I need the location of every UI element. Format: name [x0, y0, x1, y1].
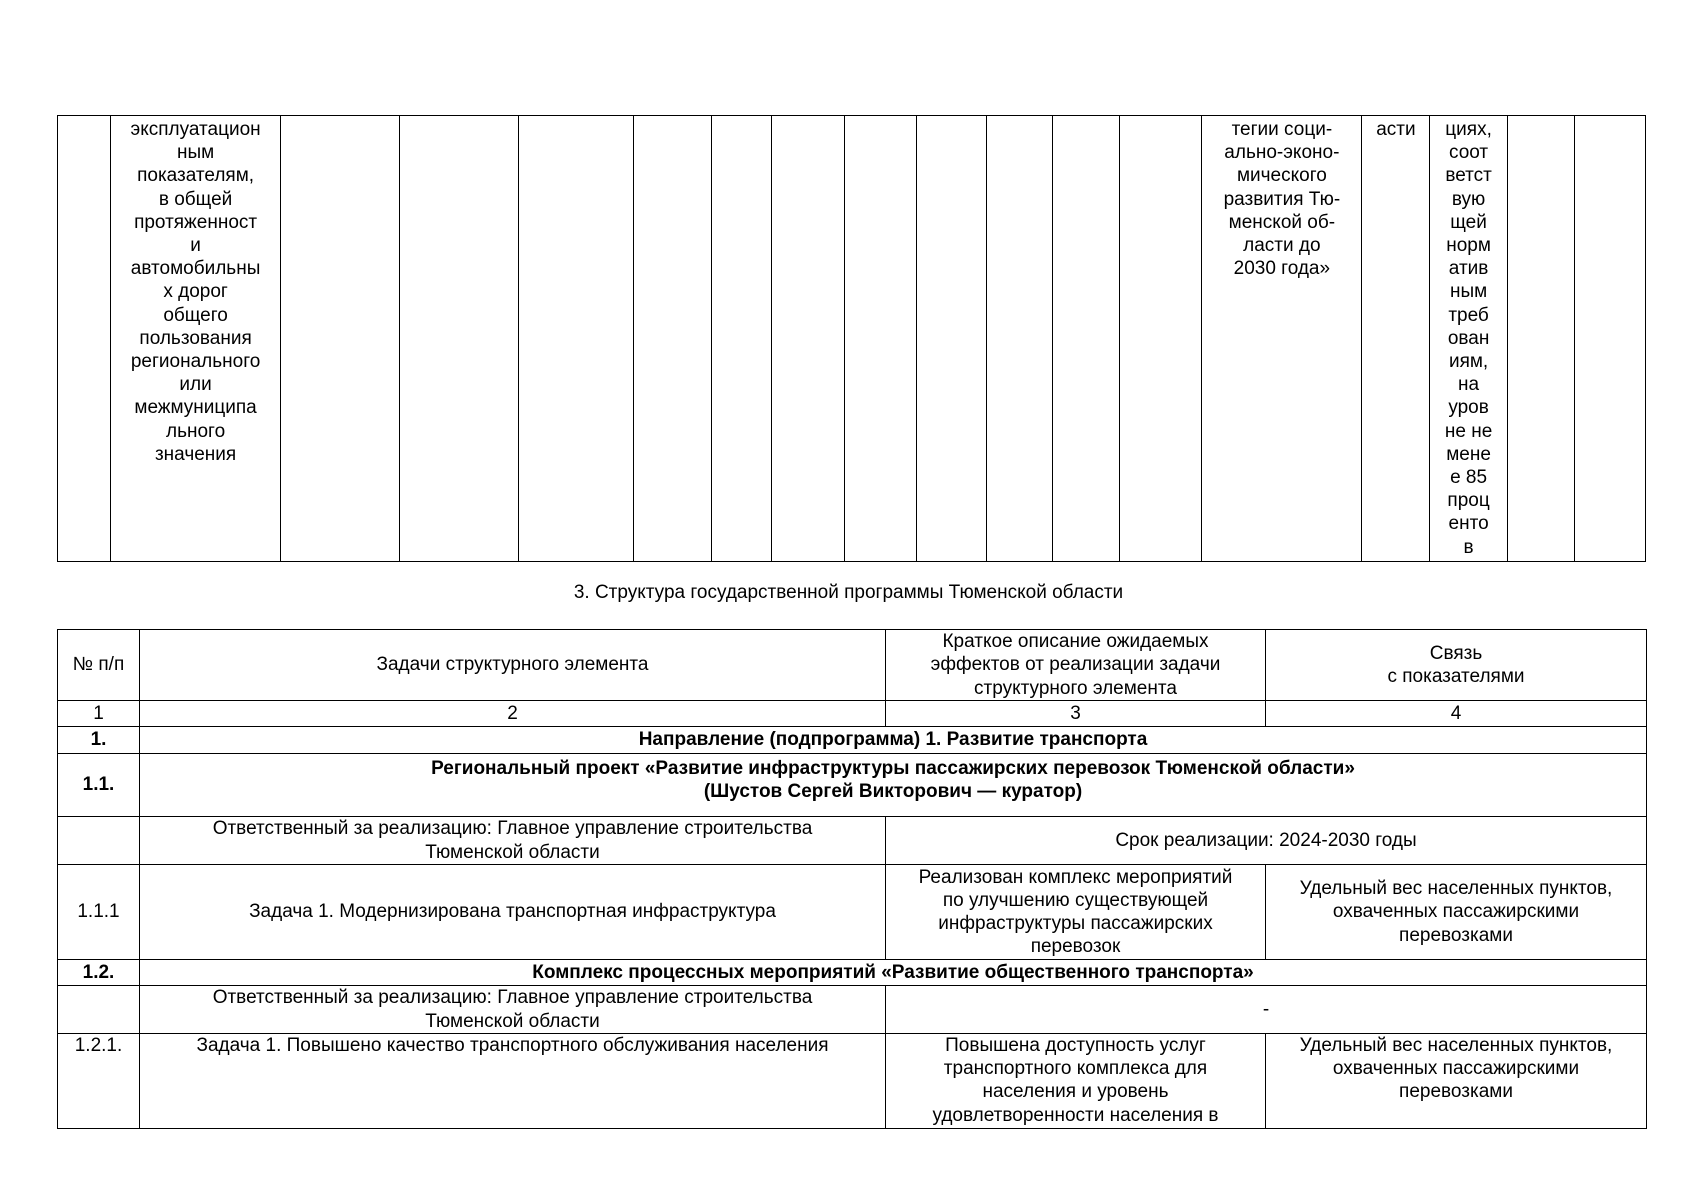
row-number [58, 986, 140, 1034]
row-number: 1.2. [58, 960, 140, 986]
continuation-table [57, 115, 1646, 562]
project-title: Региональный проект «Развитие инфраструктуры пассажирских перевозок Тюменской области» (Шустов Сергей Викторович — куратор) [140, 754, 1647, 817]
table-cell [400, 116, 519, 562]
responsible-cell: Ответственный за реализацию: Главное управление строительства Тюменской области [140, 986, 886, 1034]
section-title: 3. Структура государственной программы Тюменской области [573, 582, 1124, 603]
complex-title: Комплекс процессных мероприятий «Развитие общественного транспорта» [140, 960, 1647, 986]
table-cell [634, 116, 711, 562]
table-row [58, 727, 1647, 754]
table-cell: тегии соци- ально-эконо- мического развития Тю- менской об- ласти до 2030 года» [1202, 116, 1362, 562]
header-cell-effects: Краткое описание ожидаемых эффектов от реализации задачи структурного элемента [886, 630, 1266, 701]
indicator-cell: Удельный вес населенных пунктов, охваченных пассажирскими перевозками [1266, 1034, 1647, 1129]
column-number: 3 [886, 701, 1266, 727]
row-number: 1. [58, 727, 140, 754]
table-cell [1052, 116, 1119, 562]
table-cell [519, 116, 634, 562]
term-cell: - [886, 986, 1647, 1034]
table-row [58, 1034, 1647, 1129]
table-row [58, 865, 1647, 960]
table-row [58, 986, 1647, 1034]
task-cell: Задача 1. Повышено качество транспортного обслуживания населения [140, 1034, 886, 1129]
effect-cell: Реализован комплекс мероприятий по улучшению существующей инфраструктуры пассажирских перевозок [886, 865, 1266, 960]
indicator-cell: Удельный вес населенных пунктов, охваченных пассажирскими перевозками [1266, 865, 1647, 960]
row-number: 1.1.1 [58, 865, 140, 960]
table-row [58, 754, 1647, 817]
table-cell [1507, 116, 1574, 562]
table-cell [772, 116, 844, 562]
table-cell: асти [1362, 116, 1430, 562]
table-cell [1119, 116, 1202, 562]
task-cell: Задача 1. Модернизирована транспортная инфраструктура [140, 865, 886, 960]
table-row [58, 817, 1647, 865]
row-number [58, 817, 140, 865]
header-row [58, 630, 1647, 701]
column-number-row [58, 701, 1647, 727]
table-cell: эксплуатацион ным показателям, в общей протяженност и автомобильны х дорог общего пользования регионального или межмуниципа льного значения [111, 116, 280, 562]
table-cell [986, 116, 1052, 562]
column-number: 2 [140, 701, 886, 727]
row-number: 1.2.1. [58, 1034, 140, 1129]
header-cell-number: № п/п [58, 630, 140, 701]
header-cell-indicators: Связь с показателями [1266, 630, 1647, 701]
term-cell: Срок реализации: 2024-2030 годы [886, 817, 1647, 865]
table-cell [1574, 116, 1645, 562]
table-cell [916, 116, 986, 562]
table-cell [844, 116, 916, 562]
column-number: 1 [58, 701, 140, 727]
table-row [58, 116, 1646, 562]
structure-table [57, 629, 1647, 1129]
column-number: 4 [1266, 701, 1647, 727]
table-cell: циях, соот ветст вую щей норм атив ным треб ован иям, на уров не не мене е 85 проц енто в [1430, 116, 1507, 562]
table-cell [711, 116, 772, 562]
table-cell [280, 116, 399, 562]
direction-title: Направление (подпрограмма) 1. Развитие транспорта [140, 727, 1647, 754]
row-number: 1.1. [58, 754, 140, 817]
table-row [58, 960, 1647, 986]
responsible-cell: Ответственный за реализацию: Главное управление строительства Тюменской области [140, 817, 886, 865]
effect-cell: Повышена доступность услуг транспортного комплекса для населения и уровень удовлетворенности населения в [886, 1034, 1266, 1129]
header-cell-tasks: Задачи структурного элемента [140, 630, 886, 701]
table-cell [58, 116, 111, 562]
